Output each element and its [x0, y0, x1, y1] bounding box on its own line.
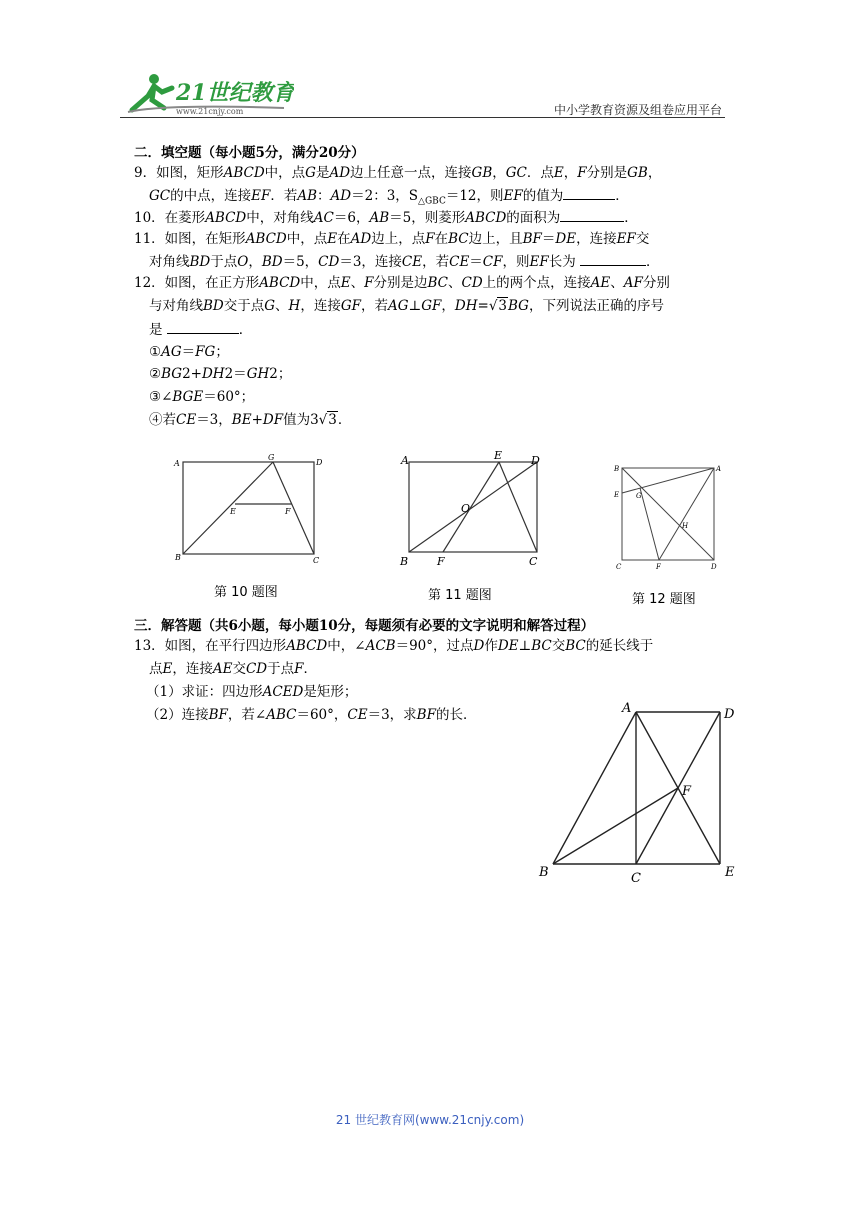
fig13-label-A: A	[622, 701, 632, 716]
fig11-caption: 第 11 题图	[428, 588, 492, 603]
fig10-label-F: F	[285, 507, 291, 516]
logo-text: 21世纪教育	[176, 80, 294, 106]
fig12-label-F: F	[656, 563, 661, 571]
section2-title: 二．填空题（每小题5分，满分20分）	[134, 145, 365, 161]
q11-answer-blank	[580, 251, 646, 266]
runner-logo-icon	[124, 70, 294, 116]
figure-11	[395, 450, 550, 570]
fig10-label-C: C	[313, 556, 320, 565]
fig10-label-B: B	[175, 553, 181, 562]
fig12-label-H: H	[682, 522, 689, 530]
fig12-label-B: B	[614, 465, 620, 473]
fig10-label-D: D	[316, 458, 323, 467]
fig11-label-F: F	[437, 555, 445, 568]
figure-10	[170, 450, 330, 570]
q13-line2: 点E，连接AE交CD于点F．	[149, 661, 317, 677]
fig13-label-F: F	[682, 784, 692, 799]
q12-option1: ①AG＝FG；	[149, 344, 229, 360]
fig13-label-B: B	[539, 865, 549, 880]
fig11-label-O: O	[461, 502, 471, 515]
q12-option4: ④若CE＝3，BE+DF值为3√3．	[149, 412, 352, 428]
footer-link[interactable]: 21 世纪教育网(www.21cnjy.com)	[335, 1113, 525, 1127]
q11-line1: 11．如图，在矩形ABCD中，点E在AD边上，点F在BC边上，且BF＝DE，连接EF交	[134, 231, 650, 247]
platform-name: 中小学教育资源及组卷应用平台	[553, 103, 722, 117]
logo-url: www.21cnjy.com	[176, 107, 244, 116]
fig11-label-B: B	[400, 555, 409, 568]
fig13-label-C: C	[631, 871, 641, 886]
q10-line: 10．在菱形ABCD中，对角线AC＝6，AB＝5，则菱形ABCD的面积为 ．	[134, 207, 638, 228]
section3-title: 三．解答题（共6小题，每小题10分，每题须有必要的文字说明和解答过程）	[134, 618, 595, 634]
fig10-caption: 第 10 题图	[214, 585, 278, 600]
fig11-label-E: E	[494, 450, 503, 462]
q13-part1: （1）求证：四边形ACED是矩形；	[146, 684, 358, 700]
fig12-label-G: G	[636, 492, 642, 500]
fig12-label-A: A	[716, 465, 722, 473]
fig11-label-A: A	[401, 454, 409, 467]
q9-line1: 9．如图，矩形ABCD中，点G是AD边上任意一点，连接GB，GC．点E，F分别是GB，	[134, 165, 662, 181]
fig12-label-E: E	[614, 491, 620, 499]
figure-13	[535, 696, 745, 886]
site-logo	[124, 70, 294, 116]
header-divider	[120, 117, 725, 118]
q12-line1: 12．如图，在正方形ABCD中，点E、F分别是边BC、CD上的两个点，连接AE、AF分别	[134, 275, 670, 291]
q12-line3: 是 ．	[149, 319, 252, 340]
fig12-label-C: C	[616, 563, 622, 571]
fig12-caption: 第 12 题图	[632, 592, 696, 607]
fig10-label-E: E	[230, 507, 236, 516]
q13-line1: 13．如图，在平行四边形ABCD中，∠ACB＝90°，过点D作DE⊥BC交BC的延长线于	[134, 638, 654, 654]
q9-answer-blank	[563, 185, 615, 200]
fig11-label-C: C	[529, 555, 538, 568]
q12-option2: ②BG2+DH2＝GH2；	[149, 366, 292, 382]
fig10-label-G: G	[268, 453, 275, 462]
q12-option3: ③∠BGE＝60°；	[149, 389, 255, 405]
q13-part2: （2）连接BF，若∠ABC＝60°，CE＝3，求BF的长．	[146, 707, 477, 723]
fig13-label-D: D	[724, 707, 735, 722]
q12-line2: 与对角线BD交于点G、H，连接GF，若AG⊥GF，DH=√3BG，下列说法正确的序号	[149, 298, 664, 314]
fig13-label-E: E	[725, 865, 735, 880]
fig12-label-D: D	[711, 563, 717, 571]
q11-line2: 对角线BD于点O，BD＝5，CD＝3，连接CE，若CE＝CF，则EF长为 ．	[149, 251, 660, 272]
fig11-label-D: D	[531, 454, 540, 467]
figure-12	[610, 458, 730, 578]
q10-answer-blank	[560, 207, 624, 222]
q9-line2: GC的中点，连接EF．若AB：AD＝2：3，$S_{\triangle GBC}=12$，则EF的值为 ．	[149, 185, 629, 212]
fig10-label-A: A	[174, 459, 180, 468]
q12-answer-blank	[167, 319, 239, 334]
